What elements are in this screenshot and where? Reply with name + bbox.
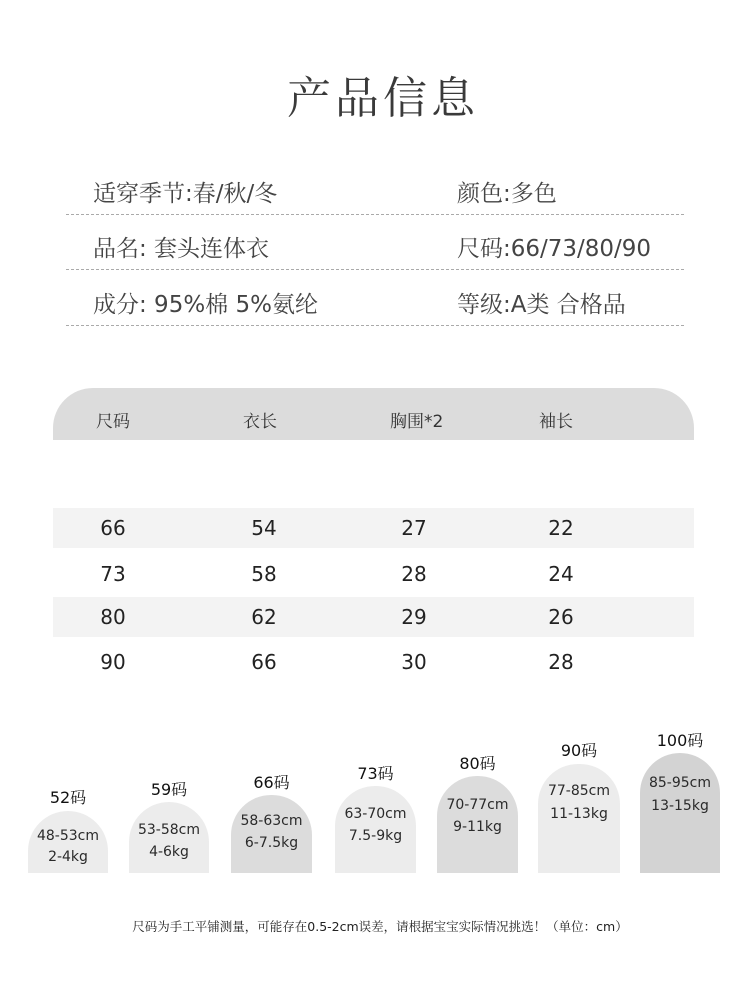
info-material: 成分: 95%棉 5%氨纶 — [93, 292, 318, 318]
page-title: 产品信息 — [287, 73, 479, 124]
table-cell: 66 — [251, 650, 277, 674]
table-row-band — [53, 508, 694, 548]
size-guide-weight: 6-7.5kg — [244, 835, 299, 851]
size-guide-weight: 11-13kg — [550, 806, 608, 822]
table-cell: 90 — [100, 650, 126, 674]
measurement-note: 尺码为手工平铺测量，可能存在0.5-2cm误差，请根据宝宝实际情况挑选！（单位：cm） — [132, 919, 628, 934]
size-guide-label: 80码 — [459, 754, 496, 773]
size-guide-label: 100码 — [656, 731, 704, 750]
size-guide-item — [640, 728, 720, 873]
info-season: 适穿季节:春/秋/冬 — [93, 181, 278, 207]
size-guide-label: 90码 — [560, 741, 598, 760]
size-guide-label: 66码 — [253, 773, 290, 792]
table-cell: 27 — [401, 516, 427, 540]
size-guide-item — [335, 761, 416, 873]
info-grade: 等级:A类 合格品 — [457, 292, 626, 318]
table-cell: 26 — [548, 605, 574, 629]
table-cell: 62 — [251, 605, 277, 629]
size-guide-weight: 4-6kg — [149, 844, 189, 860]
size-table-header — [53, 388, 694, 440]
size-guide-height: 77-85cm — [547, 783, 610, 799]
info-row-name — [66, 225, 684, 270]
table-cell: 22 — [548, 516, 574, 540]
table-row-band — [53, 597, 694, 637]
table-cell: 28 — [401, 562, 427, 586]
size-guide-label: 59码 — [150, 780, 188, 799]
table-cell: 80 — [100, 605, 126, 629]
size-guide-height: 48-53cm — [36, 828, 99, 844]
size-guide-label: 73码 — [357, 764, 394, 783]
size-guide-item — [437, 751, 518, 873]
size-guide-height: 85-95cm — [648, 775, 711, 791]
size-guide-weight: 9-11kg — [453, 819, 502, 835]
header-sleeve: 袖长 — [539, 412, 573, 432]
table-cell: 54 — [251, 516, 277, 540]
size-guide-item — [538, 738, 620, 873]
table-cell: 29 — [401, 605, 427, 629]
size-guide-weight: 2-4kg — [48, 849, 88, 865]
size-guide-height: 58-63cm — [240, 813, 303, 829]
header-chest: 胸围*2 — [390, 412, 444, 432]
table-cell: 28 — [548, 650, 574, 674]
table-cell: 24 — [548, 562, 574, 586]
info-row-season — [66, 170, 684, 215]
size-guide-label: 52码 — [49, 788, 87, 807]
size-guide-weight: 13-15kg — [651, 798, 709, 814]
size-guide-item — [129, 777, 209, 873]
table-cell: 30 — [401, 650, 427, 674]
info-color: 颜色:多色 — [457, 181, 557, 207]
header-length: 衣长 — [243, 412, 277, 432]
info-row-material — [66, 281, 684, 326]
size-guide-height: 53-58cm — [137, 822, 200, 838]
size-guide-item — [231, 770, 312, 873]
size-guide-height: 70-77cm — [446, 797, 509, 813]
table-cell: 58 — [251, 562, 277, 586]
size-guide-item — [28, 785, 108, 873]
info-product-name: 品名: 套头连体衣 — [93, 236, 270, 262]
size-guide-height: 63-70cm — [344, 806, 407, 822]
info-sizes: 尺码:66/73/80/90 — [457, 236, 652, 262]
table-cell: 66 — [100, 516, 126, 540]
table-cell: 73 — [100, 562, 126, 586]
size-guide-weight: 7.5-9kg — [348, 828, 403, 844]
header-size: 尺码 — [96, 412, 130, 432]
